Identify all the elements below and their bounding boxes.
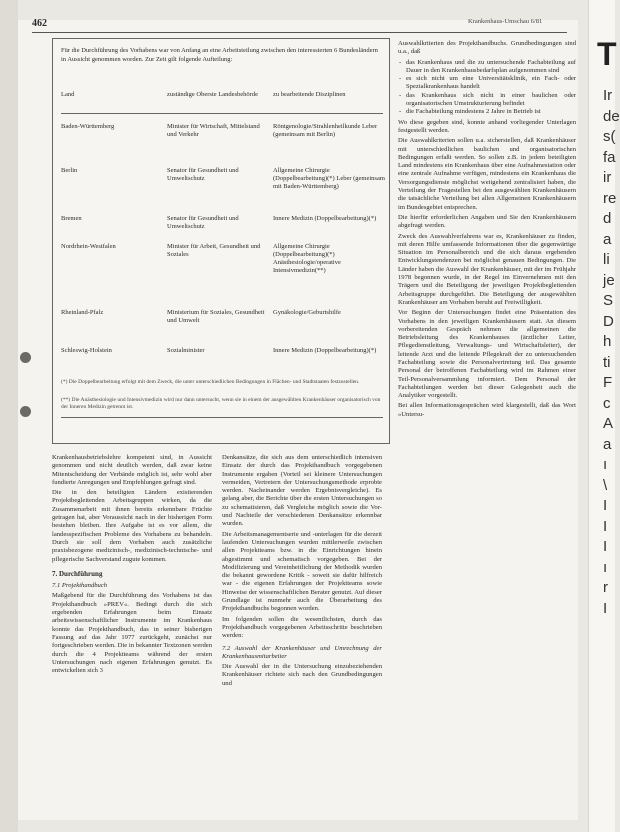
- edge-letter: I: [603, 599, 608, 617]
- edge-letter: ir: [603, 169, 612, 186]
- footnote-rule: [61, 417, 383, 418]
- table-footnote: (**) Die Anästhesiologie und Intensivmedizin wird nur dann untersucht, wenn sie in einem der ausgewählten Krankenhäuser organisatorisch von der Inneren Medizin getrennt ist.: [61, 397, 381, 410]
- paragraph: Bei allen Informationsgesprächen wird klargestellt, daß das Wort »Untersu-: [398, 402, 576, 418]
- text-column-1: [52, 454, 212, 800]
- cell-land: Baden-Württemberg: [61, 123, 115, 130]
- edge-letter: s(: [603, 128, 616, 145]
- edge-letter: je: [603, 271, 615, 289]
- edge-letter: re: [603, 189, 617, 207]
- edge-letter: li: [603, 251, 610, 268]
- edge-letter: I: [603, 497, 608, 514]
- section-heading: 7.1 Projekthandbuch: [52, 582, 108, 590]
- paragraph: Die hierfür erforderlichen Angaben und Sie den Krankenhäusern abgefragt werden.: [398, 213, 576, 230]
- edge-letter: ı: [603, 558, 608, 576]
- cell-disciplines: Allgemeine Chirurgie (Doppelbearbeitung)(*) Anästhesiologie/operative Intensivmedizin(**): [273, 243, 341, 274]
- book-spine-shadow: [0, 0, 18, 832]
- paragraph: Zweck des Auswahlverfahrens war es, Krankenhäuser zu finden, mit deren Hilfe umfassende Informationen über die gegenwärtige Situation im Personalbereich und die sich daraus ergebenden Entwicklungstendenzen bei möglichst genauen Bedingungen. Die Länder haben die Auswahl der Krankenhäuser, mit der im Frühjahr 1978 begonnen wurde, in der Regel im Einvernehmen mit den Trägern und die Beteiligung der jeweiligen Projektbegleitenden Arbeitsgruppe durchgeführt. Die Beteiligung der ausgewählten Krankenhäuser am Vorhaben beruht auf Freiwilligkeit.: [398, 232, 576, 306]
- edge-letter: I: [603, 517, 608, 535]
- bullet-list: [398, 59, 576, 117]
- edge-letter: A: [603, 415, 614, 432]
- list-item: - das Krankenhaus und die zu untersuchende Fachabteilung auf Dauer in den Krankenhausbedarfsplan aufgenommen sind: [406, 59, 576, 76]
- edge-letter: de: [603, 107, 620, 125]
- list-item: - es sich nicht um eine Universitätsklinik, ein Fach- oder Spezialkrankenhaus handelt: [406, 75, 576, 92]
- cell-land: Bremen: [61, 215, 82, 222]
- cell-land: Schleswig-Holstein: [61, 347, 112, 354]
- paragraph: Wo diese gegeben sind, konnte anhand vorliegender Unterlagen festgestellt werden.: [398, 118, 576, 134]
- cell-disciplines: Gynäkologie/Geburtshilfe: [273, 309, 341, 316]
- edge-letter-fragments: [603, 86, 620, 619]
- cell-land: Berlin: [61, 167, 78, 174]
- cell-land: Nordrhein-Westfalen: [61, 243, 116, 250]
- cell-disciplines: Innere Medizin (Doppelbearbeitung)(*): [273, 215, 377, 222]
- paragraph: Die in den beteiligten Ländern existierenden Projektbegleitenden Arbeitsgruppen wirken, da die Zusammenarbeit mit ihnen bereits erkennbare Früchte getragen hat, aber Voraussicht nach in der bisherigen Form bestehen bleiben. Ihre Aufgabe ist es vor allem, die landesspezifischen Probleme des Vorhabens zu behandeln. Durch sie soll dem Vorhaben auch zusätzliche praxisbezogene medizinisch-, medizinisch-technische- und pflegerische Sachverstand zugute kommen.: [52, 489, 212, 563]
- paragraph: Im folgenden sollen die wesentlichsten, durch das Projekthandbuch vorgegebenen Arbeitsschritte beschrieben werden:: [222, 615, 382, 640]
- paragraph: Krankenhausbetriebslehre kompetent sind, in Aussicht genommen und nicht deutlich werden, daß zwar keine Mitentscheidung der Verbände möglich ist, sehr wohl aber fundierte Anregungen und Empfehlungen gefragt sind.: [52, 454, 212, 486]
- edge-letter: ı: [603, 456, 608, 473]
- section-heading: 7. Durchführung: [52, 569, 103, 578]
- paragraph: Auswahlkriterien des Projekthandbuchs. Grundbedingungen sind u.a., daß: [398, 40, 576, 56]
- edge-letter: S: [603, 292, 614, 309]
- cell-disciplines: Allgemeine Chirurgie (Doppelbearbeitung)(*) Leber (gemeinsam mit Baden-Württemberg): [273, 167, 385, 190]
- cell-ministry: Sozialminister: [167, 347, 205, 354]
- cell-disciplines: Röntgenologie/Strahlenheilkunde Leber (gemeinsam mit Berlin): [273, 123, 378, 138]
- paragraph: Maßgebend für die Durchführung des Vorhabens ist das Projekthandbuch »PREV«. Bedingt durch die sich ergebenden Erfahrungen beim Einsatz arbeitswissenschaftlicher Instrumente im Krankenhaus konnte das Projekthandbuch, das in seiner bisherigen Fassung auf das Jahr 1977 zurückgeht, zunächst nur fortgeschrieben werden. Die in bekannter Textzonen werden durch die 4 Projektteams während der ersten Untersuchungen nach eigenen Erfahrungen genutzt. Es entwickelten sich 3: [52, 592, 212, 675]
- edge-letter: a: [603, 435, 612, 453]
- paragraph: Vor Beginn der Untersuchungen findet eine Präsentation des Vorhabens in den jeweiligen Krankenhäusern statt. An diesem vorbereitenden Gespräch nehmen die allgemeinen die Betriebsleitung des Krankenhauses (ärztlicher Leiter, Pflegedienstleitung, Verwaltungs- und Wirtschaftsleiter), der leitende Arzt und die leitende Pflegekraft der zu untersuchenden Fachabteilung sowie die Personalvertretung teil. Das gesamte Personal der betroffenen Fachabteilung wird im Rahmen einer Teil-Personalversammlung informiert. Dem Personal der Fachabteilungen werden bei dieser Gelegenheit auch die Analytiker vorgestellt.: [398, 309, 576, 400]
- adjacent-page-edge: [588, 0, 620, 832]
- table-header-ministry: zuständige Oberste Landesbehörde: [167, 91, 258, 98]
- edge-letter: Ir: [603, 87, 613, 104]
- table-footnote: (*) Die Doppelbearbeitung erfolgt mit dem Zweck, die unter unterschiedlichen Bedingungen in Flächen- und Stadtstaaten festzustellen.: [61, 379, 360, 385]
- table-header-rule: [61, 113, 383, 114]
- allocation-table-box: [52, 38, 390, 444]
- cell-ministry: Minister für Arbeit, Gesundheit und Soziales: [167, 243, 261, 258]
- table-intro: Für die Durchführung des Vorhabens war von Anfang an eine Arbeitsteilung zwischen den interessierten 6 Bundesländern in Aussicht genommen worden. Zur Zeit gilt folgende Aufteilung:: [61, 47, 378, 63]
- cell-land: Rheinland-Pfalz: [61, 309, 104, 316]
- edge-letter: F: [603, 374, 613, 391]
- list-item: - das Krankenhaus sich nicht in einer baulichen oder organisatorischen Umstrukturierung befindet: [406, 92, 576, 109]
- table-header-disciplines: zu bearbeitende Disziplinen: [273, 91, 346, 98]
- edge-letter: \: [603, 476, 608, 494]
- punch-hole: [20, 406, 31, 417]
- paragraph: Die Auswahlkriterien sollen u.a. sicherstellen, daß Krankenhäuser mit unterschiedlichen baulichen und organisatorischen Bedingungen erfaßt werden. So sollen z.B. in jedem beteiligten Land mindestens ein Krankenhaus über eine Aufnahmestation oder eine zentrale Aufnahme verfügen, mindestens ein Krankenhaus die Versorgungsdienste möglichst weitgehend zentralisiert haben, die Verteilung der Fragestellen bei den ausgewählten Krankenhäusern die tatsächliche Verteilung bei allen Allgemeinen Krankenhäusern im Bundesgebiet entsprechen.: [398, 137, 576, 211]
- edge-letter: d: [603, 210, 612, 227]
- edge-letter: r: [603, 579, 608, 596]
- edge-letter: D: [603, 312, 614, 330]
- edge-letter: fa: [603, 148, 616, 166]
- edge-letter: I: [603, 538, 608, 555]
- text-column-3: [398, 40, 576, 820]
- cell-disciplines: Innere Medizin (Doppelbearbeitung)(*): [273, 347, 377, 354]
- paragraph: Denkansätze, die sich aus dem unterschiedlich intensiven Einsatz der durch das Projekthandbuch vorgegebenen Instrumente ergaben (Vorteil sei kleinere Untersuchungen vermeiden, Vertretern der Untersuchungsmethode erprobte werden. Nacheinander werden Ergebnisvergleiche). Es gelang aber, die Berichte über die ersten Untersuchungen so zu schematisieren, daß Vergleiche möglich sowie die Vor- und Nachteile der verschiedenen Denkansätze erkennbar wurden.: [222, 454, 382, 528]
- edge-big-letter: T: [597, 36, 617, 72]
- text-column-2: [222, 454, 382, 800]
- header-rule: [32, 32, 567, 33]
- table-header-land: Land: [61, 91, 75, 98]
- page-number: 462: [32, 18, 47, 29]
- cell-ministry: Senator für Gesundheit und Umweltschutz: [167, 215, 239, 230]
- edge-letter: c: [603, 394, 611, 412]
- section-heading: 7.2 Auswahl der Krankenhäuser und Umrechnung der Krankenhausmitarbeiter: [222, 644, 382, 660]
- punch-hole: [20, 352, 31, 363]
- edge-letter: ti: [603, 353, 611, 371]
- edge-letter: h: [603, 333, 612, 350]
- paragraph: Die Auswahl der in die Untersuchung einzubeziehenden Krankenhäuser richtete sich nach den Grundbedingungen und: [222, 663, 382, 687]
- edge-letter: a: [603, 230, 612, 248]
- cell-ministry: Ministerium für Soziales, Gesundheit und Umwelt: [167, 309, 265, 324]
- list-item: - die Fachabteilung mindestens 2 Jahre in Betrieb ist: [406, 108, 576, 116]
- journal-running-head: Krankenhaus-Umschau 6/81: [468, 18, 543, 25]
- cell-ministry: Minister für Wirtschaft, Mittelstand und Verkehr: [167, 123, 260, 138]
- cell-ministry: Senator für Gesundheit und Umweltschutz: [167, 167, 239, 182]
- paragraph: Die Arbeitsmanagementserie und -unterlagen für die derzeit laufenden Untersuchungen wurden mittlerweile zwischen allen Projektteams bzw. in die Einrichtungen hinein abgestimmt und schematisch vorgegeben. Bei der Modifizierung und Vereinheitlichung der Methodik wurden die bekannt gewordene Kritik - soweit sie dafür hilfreich war - die eigenen Erfahrungen der Projektteams sowie Hinweise der wissenschaftlichen Berater genutzt. Auf dieser Grundlage ist nunmehr auch die Überarbeitung des Projekthandbuchs begonnen worden.: [222, 530, 382, 613]
